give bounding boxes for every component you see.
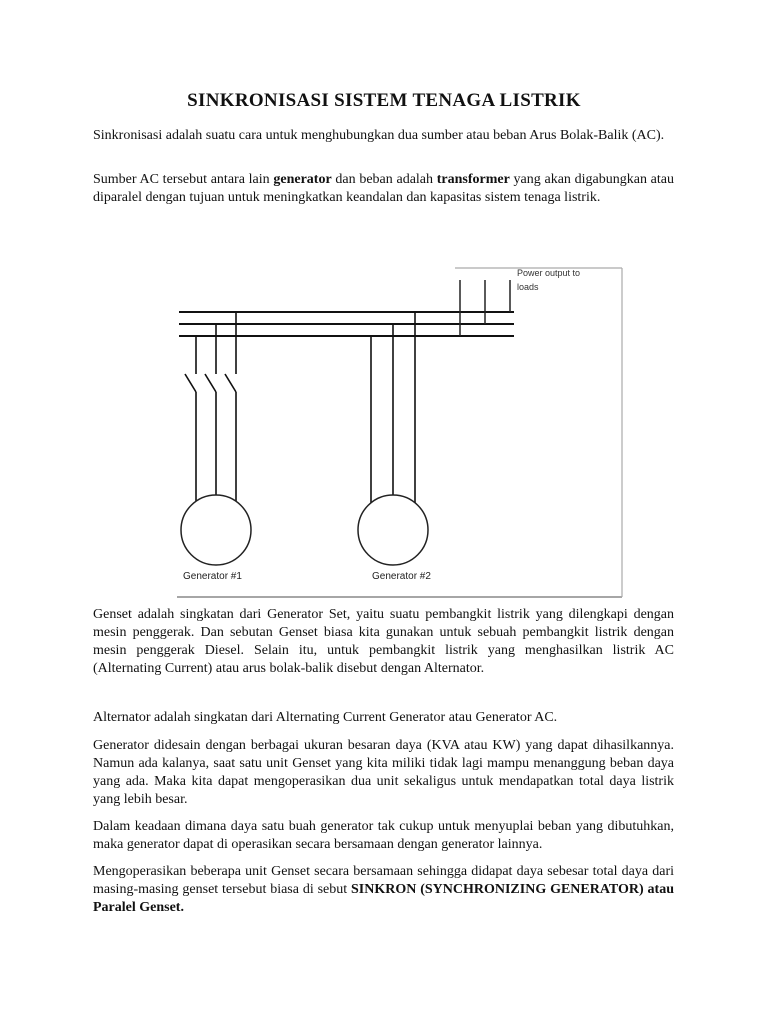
intro-2-text-e: yang akan digabungkan atau diparalel dengan tujuan untuk meningkatkan keandalan dan kapasitas sistem tenaga listrik. xyxy=(93,172,674,205)
breaker-contact-1 xyxy=(185,374,196,392)
breaker-contact-3 xyxy=(225,374,236,392)
page-title: SINKRONISASI SISTEM TENAGA LISTRIK xyxy=(187,90,581,111)
sinkron-text: Mengoperasikan beberapa unit Genset secara bersamaan sehingga didapat daya sebesar total daya dari masing-masing genset tersebut biasa di sebut xyxy=(93,864,674,897)
generator-2-label: Generator #2 xyxy=(372,571,431,582)
breaker-contact-2 xyxy=(205,374,216,392)
intro-paragraph-1: Sinkronisasi adalah suatu cara untuk menghubungkan dua sumber atau beban Arus Bolak-Balik (AC). xyxy=(93,128,665,143)
generator-1-symbol xyxy=(181,495,251,565)
generator-1-conductors xyxy=(185,312,236,512)
intro-2-text-c: dan beban adalah xyxy=(331,172,437,187)
generator-2-conductors xyxy=(371,312,415,512)
generator-2-symbol xyxy=(358,495,428,565)
intro-2-transformer-bold: transformer xyxy=(436,172,510,187)
power-output-label-line2: loads xyxy=(517,282,539,292)
genset-paragraph: Genset adalah singkatan dari Generator Set, yaitu suatu pembangkit listrik yang dilengkapi dengan mesin penggerak. Dan sebutan Genset biasa kita gunakan untuk sebuah pembangkit listrik dengan mesin penggerak Diesel. Selain itu, untuk pembangkit listrik yang menghasilkan listrik AC (Alternating Current) atau arus bolak-balik disebut dengan Alternator. xyxy=(93,607,674,676)
power-output-label-line1: Power output to xyxy=(517,268,581,278)
intro-2-text-a: Sumber AC tersebut antara lain xyxy=(93,172,274,187)
sinkron-paragraph xyxy=(93,863,674,917)
intro-2-generator-bold: generator xyxy=(273,172,332,187)
generator-1-label: Generator #1 xyxy=(183,571,242,582)
alternator-paragraph: Alternator adalah singkatan dari Alternating Current Generator atau Generator AC. xyxy=(93,710,558,725)
sinkron-bold-text: SINKRON (SYNCHRONIZING GENERATOR) atau Paralel Genset. xyxy=(93,882,674,915)
keadaan-paragraph: Dalam keadaan dimana daya satu buah generator tak cukup untuk menyuplai beban yang dibutuhkan, maka generator dapat di operasikan secara bersamaan dengan generator lainnya. xyxy=(93,819,674,852)
generator-paragraph: Generator didesain dengan berbagai ukuran besaran daya (KVA atau KW) yang dapat dihasilkannya. Namun ada kalanya, saat satu unit Genset yang kita miliki tidak lagi mampu menanggung beban daya yang ada. Maka kita dapat mengoperasikan dua unit sekaligus untuk mendapatkan total daya listrik yang lebih besar. xyxy=(93,738,674,807)
